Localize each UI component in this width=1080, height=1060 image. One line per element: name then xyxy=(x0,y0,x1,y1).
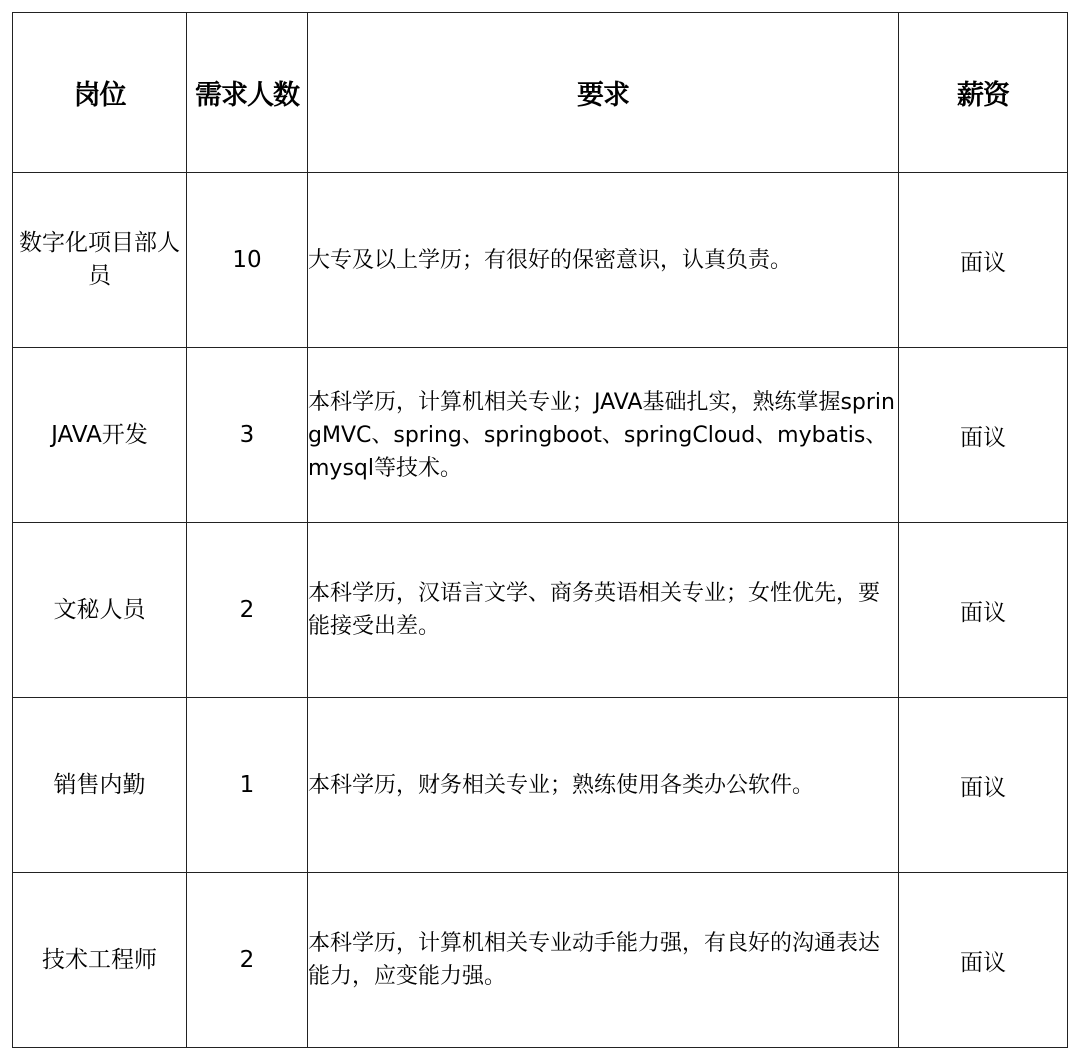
table-row xyxy=(13,348,1068,523)
cell-salary: 面议 xyxy=(899,348,1068,523)
header-salary: 薪资 xyxy=(899,13,1068,173)
cell-position: JAVA开发 xyxy=(13,348,187,523)
cell-salary: 面议 xyxy=(899,523,1068,698)
header-requirements: 要求 xyxy=(308,13,899,173)
table-row xyxy=(13,873,1068,1048)
cell-requirements: 本科学历，汉语言文学、商务英语相关专业；女性优先，要能接受出差。 xyxy=(308,523,899,698)
cell-headcount: 2 xyxy=(187,873,308,1048)
cell-position: 销售内勤 xyxy=(13,698,187,873)
header-headcount: 需求人数 xyxy=(187,13,308,173)
cell-headcount: 1 xyxy=(187,698,308,873)
cell-salary: 面议 xyxy=(899,698,1068,873)
cell-requirements: 本科学历，计算机相关专业；JAVA基础扎实，熟练掌握springMVC、spring、springboot、springCloud、mybatis、mysql等技术。 xyxy=(308,348,899,523)
cell-salary: 面议 xyxy=(899,873,1068,1048)
job-openings-table xyxy=(12,12,1068,1048)
table-header-row xyxy=(13,13,1068,173)
cell-position: 技术工程师 xyxy=(13,873,187,1048)
cell-requirements: 本科学历，财务相关专业；熟练使用各类办公软件。 xyxy=(308,698,899,873)
table-row xyxy=(13,523,1068,698)
cell-position: 数字化项目部人员 xyxy=(13,173,187,348)
cell-position: 文秘人员 xyxy=(13,523,187,698)
cell-requirements: 本科学历，计算机相关专业动手能力强，有良好的沟通表达能力，应变能力强。 xyxy=(308,873,899,1048)
table-row xyxy=(13,698,1068,873)
cell-salary: 面议 xyxy=(899,173,1068,348)
table-row xyxy=(13,173,1068,348)
cell-headcount: 10 xyxy=(187,173,308,348)
cell-headcount: 3 xyxy=(187,348,308,523)
cell-headcount: 2 xyxy=(187,523,308,698)
cell-requirements: 大专及以上学历；有很好的保密意识，认真负责。 xyxy=(308,173,899,348)
header-position: 岗位 xyxy=(13,13,187,173)
